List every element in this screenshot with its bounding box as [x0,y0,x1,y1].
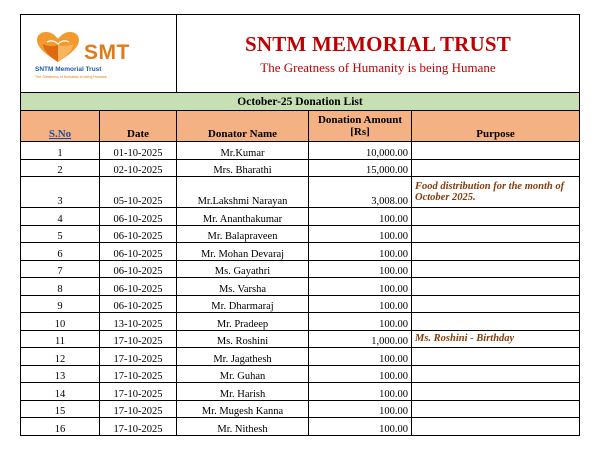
table-row [21,278,580,296]
cell-purpose [412,278,580,296]
org-tagline: The Greatness of Humanity is being Humane [260,59,496,75]
cell-name: Mr. Harish [177,383,309,401]
trust-logo [35,32,155,80]
table-row [21,295,580,313]
title-cell [177,15,580,93]
list-title: October-25 Donation List [21,93,580,111]
cell-sno: 6 [21,243,100,261]
table-row [21,142,580,160]
table-row [21,260,580,278]
logo-cell [21,15,177,93]
table-row [21,400,580,418]
cell-name: Mrs. Bharathi [177,159,309,177]
cell-purpose: Food distribution for the month of October 2025. [412,177,580,208]
cell-date: 06-10-2025 [100,208,177,226]
cell-sno: 9 [21,295,100,313]
cell-sno: 2 [21,159,100,177]
cell-purpose [412,225,580,243]
cell-purpose [412,295,580,313]
cell-date: 01-10-2025 [100,142,177,160]
donation-sheet [20,14,579,436]
cell-amount: 10,000.00 [309,142,412,160]
cell-date: 06-10-2025 [100,225,177,243]
table-row [21,243,580,261]
cell-date: 05-10-2025 [100,177,177,208]
column-header-amount: Donation Amount [Rs] [309,111,412,142]
cell-date: 17-10-2025 [100,400,177,418]
cell-amount: 15,000.00 [309,159,412,177]
column-header-row [21,111,580,142]
cell-sno: 1 [21,142,100,160]
list-title-row [21,93,580,111]
table-row [21,208,580,226]
cell-sno: 5 [21,225,100,243]
cell-amount: 100.00 [309,313,412,331]
cell-name: Mr. Balapraveen [177,225,309,243]
cell-date: 17-10-2025 [100,383,177,401]
cell-date: 06-10-2025 [100,278,177,296]
cell-date: 17-10-2025 [100,348,177,366]
cell-amount: 100.00 [309,383,412,401]
table-row [21,418,580,436]
cell-name: Ms. Varsha [177,278,309,296]
cell-date: 06-10-2025 [100,243,177,261]
table-row [21,225,580,243]
cell-name: Mr. Ananthakumar [177,208,309,226]
cell-date: 06-10-2025 [100,295,177,313]
cell-sno: 4 [21,208,100,226]
cell-amount: 100.00 [309,295,412,313]
logo-text: SMT [84,41,130,64]
cell-name: Mr. Dharmaraj [177,295,309,313]
column-header-name: Donator Name [177,111,309,142]
cell-sno: 10 [21,313,100,331]
cell-purpose [412,400,580,418]
cell-amount: 100.00 [309,208,412,226]
logo-tagline: The Greatness of Humanity is being Humane [35,75,107,79]
logo-subtitle: SNTM Memorial Trust [35,66,102,73]
heart-hands-icon [35,32,81,64]
cell-name: Mr.Kumar [177,142,309,160]
table-row [21,313,580,331]
donation-table [20,14,580,436]
cell-amount: 100.00 [309,225,412,243]
cell-purpose [412,348,580,366]
cell-amount: 100.00 [309,365,412,383]
cell-purpose [412,243,580,261]
column-header-sno[interactable]: S.No [21,111,100,142]
table-row [21,177,580,208]
cell-sno: 3 [21,177,100,208]
cell-sno: 14 [21,383,100,401]
cell-amount: 100.00 [309,348,412,366]
cell-name: Mr. Nithesh [177,418,309,436]
cell-name: Mr. Pradeep [177,313,309,331]
table-row [21,159,580,177]
cell-sno: 15 [21,400,100,418]
cell-purpose [412,159,580,177]
cell-date: 06-10-2025 [100,260,177,278]
cell-name: Mr. Jagathesh [177,348,309,366]
table-row [21,330,580,348]
cell-date: 17-10-2025 [100,330,177,348]
cell-purpose [412,313,580,331]
cell-date: 17-10-2025 [100,365,177,383]
table-row [21,348,580,366]
cell-amount: 3,008.00 [309,177,412,208]
table-row [21,365,580,383]
cell-sno: 11 [21,330,100,348]
table-row [21,383,580,401]
column-header-purpose: Purpose [412,111,580,142]
cell-purpose [412,383,580,401]
cell-name: Ms. Roshini [177,330,309,348]
cell-date: 02-10-2025 [100,159,177,177]
cell-date: 13-10-2025 [100,313,177,331]
cell-amount: 100.00 [309,243,412,261]
cell-purpose [412,208,580,226]
cell-amount: 100.00 [309,400,412,418]
cell-name: Ms. Gayathri [177,260,309,278]
column-header-date: Date [100,111,177,142]
cell-name: Mr.Lakshmi Narayan [177,177,309,208]
cell-amount: 100.00 [309,278,412,296]
cell-sno: 12 [21,348,100,366]
cell-purpose [412,365,580,383]
cell-name: Mr. Guhan [177,365,309,383]
cell-amount: 100.00 [309,418,412,436]
cell-name: Mr. Mugesh Kanna [177,400,309,418]
cell-purpose: Ms. Roshini - Birthday [412,330,580,348]
cell-purpose [412,260,580,278]
org-title: SNTM MEMORIAL TRUST [245,31,511,56]
cell-amount: 100.00 [309,260,412,278]
cell-name: Mr. Mohan Devaraj [177,243,309,261]
cell-purpose [412,142,580,160]
header-row [21,15,580,93]
cell-amount: 1,000.00 [309,330,412,348]
cell-sno: 16 [21,418,100,436]
cell-sno: 13 [21,365,100,383]
cell-date: 17-10-2025 [100,418,177,436]
cell-purpose [412,418,580,436]
cell-sno: 7 [21,260,100,278]
cell-sno: 8 [21,278,100,296]
